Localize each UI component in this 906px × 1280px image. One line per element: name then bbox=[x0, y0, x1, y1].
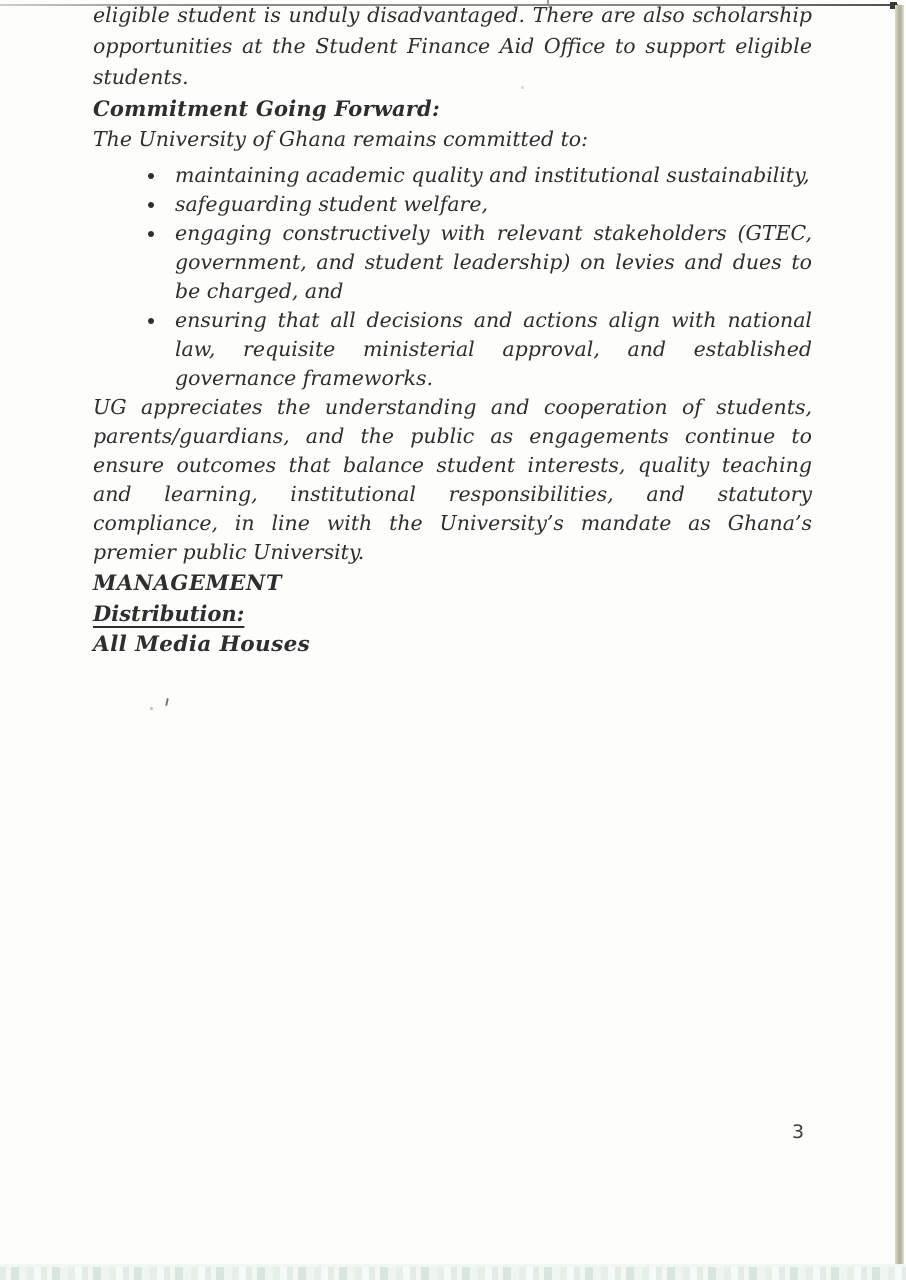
closing-paragraph: UG appreciates the understanding and cooperation of students, parents/guardians, and the public as engagements continue to ensure outcomes that balance student interests, quality teaching and learning, institutional responsibilities, and statutory compliance, in line with the University’s mandate as Ghana’s premier public University. bbox=[93, 395, 812, 564]
signature-management: MANAGEMENT bbox=[93, 570, 283, 595]
list-item bbox=[175, 219, 812, 306]
intro-paragraph: eligible student is unduly disadvantaged. There are also scholarship opportunities at the Student Finance Aid Office to support eligible students. bbox=[93, 3, 812, 89]
list-item bbox=[175, 161, 812, 190]
bullet-icon bbox=[148, 318, 154, 324]
distribution-item-all-media-houses: All Media Houses bbox=[93, 632, 311, 657]
bullet-icon bbox=[148, 231, 154, 237]
page-number: 3 bbox=[792, 1121, 805, 1143]
distribution-heading: Distribution: bbox=[93, 601, 245, 626]
scan-noise-bottom-strip bbox=[0, 1264, 906, 1280]
bullet-text: engaging constructively with relevant stakeholders (GTEC, government, and student leadership) on levies and dues to be charged, and bbox=[175, 221, 812, 303]
scan-speck bbox=[150, 707, 153, 710]
document-body bbox=[93, 0, 812, 660]
section-lead-sentence: The University of Ghana remains committed to: bbox=[93, 127, 589, 151]
bullet-icon bbox=[148, 202, 154, 208]
bullet-text: ensuring that all decisions and actions align with national law, requisite ministerial approval, and established governance frameworks. bbox=[175, 308, 812, 390]
list-item bbox=[175, 306, 812, 393]
list-item bbox=[175, 190, 812, 219]
bullet-icon bbox=[148, 173, 154, 179]
bullet-text: maintaining academic quality and institutional sustainability, bbox=[175, 163, 810, 187]
scan-speck bbox=[165, 698, 169, 706]
section-heading-commitment: Commitment Going Forward: bbox=[93, 96, 440, 121]
scan-edge-right-strip bbox=[895, 5, 904, 1268]
commitment-bullet-list bbox=[93, 161, 812, 393]
bullet-text: safeguarding student welfare, bbox=[175, 192, 488, 216]
